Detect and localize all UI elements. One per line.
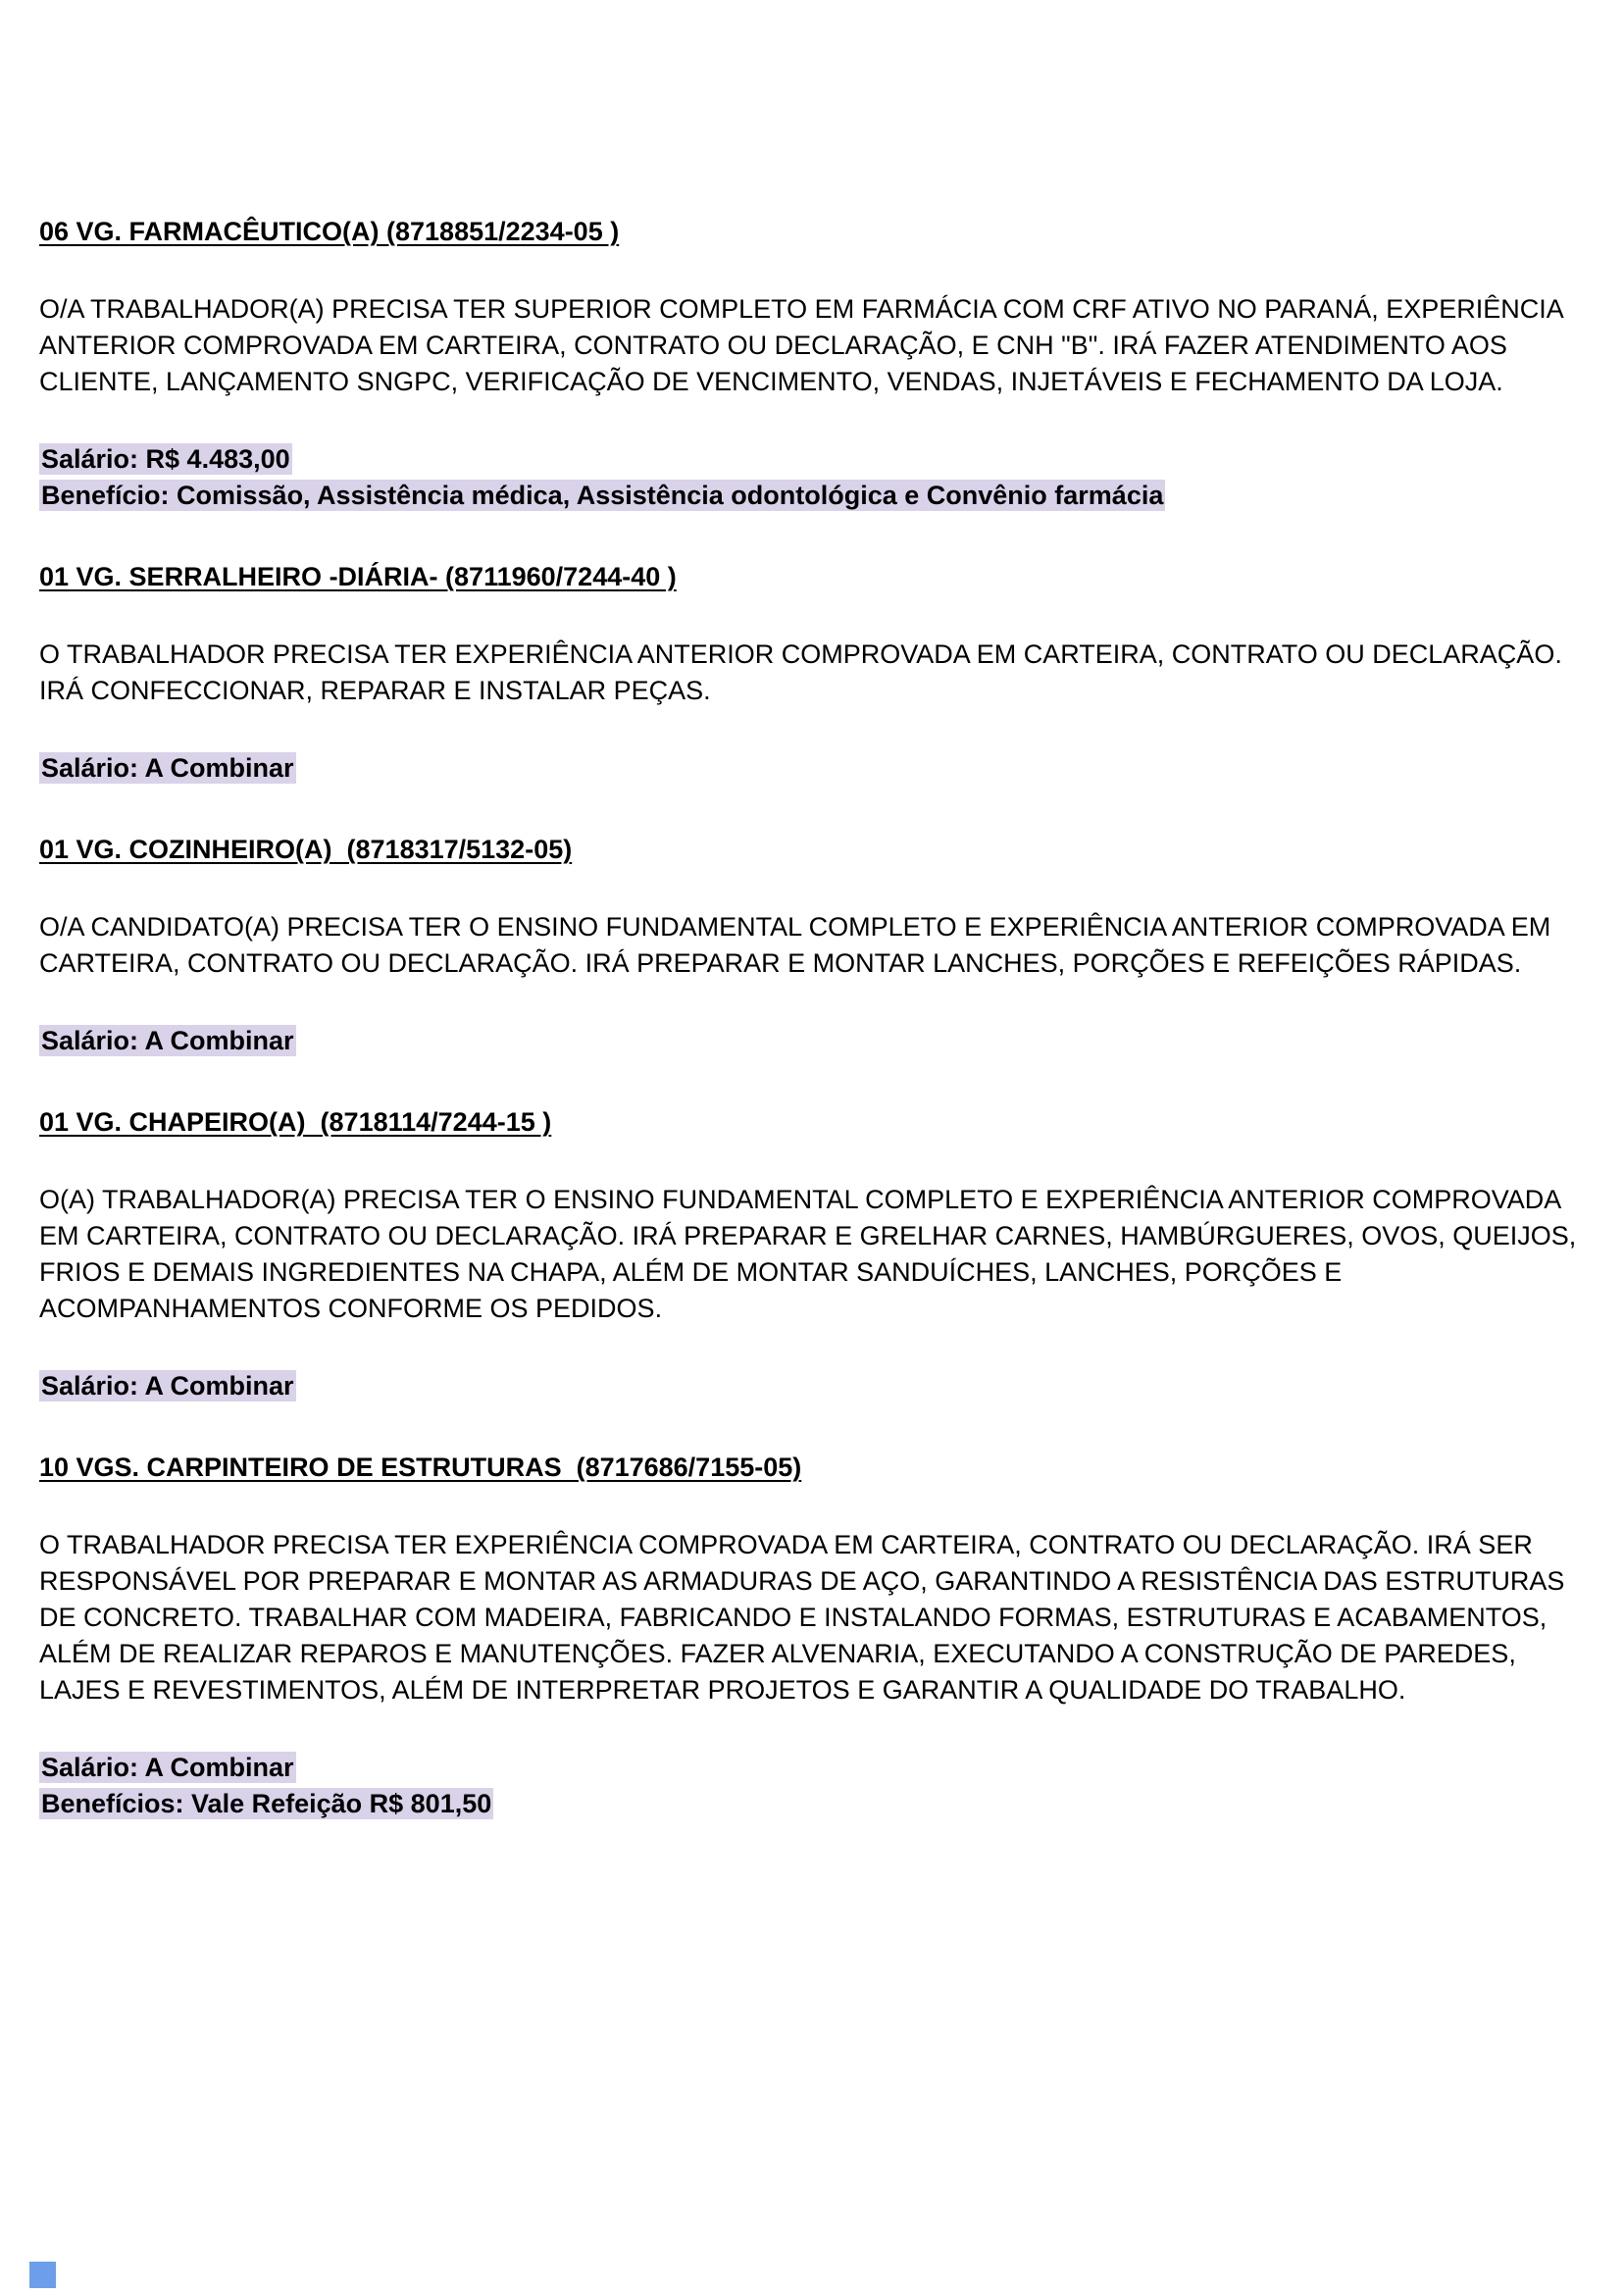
- job-description: O/A TRABALHADOR(A) PRECISA TER SUPERIOR COMPLETO EM FARMÁCIA COM CRF ATIVO NO PARANÁ, EXPERIÊNCIA ANTERIOR COMPROVADA EM CARTEIRA, CONTRATO OU DECLARAÇÃO, E CNH "B". IRÁ FAZER ATENDIMENTO AOS CLIENTE, LANÇAMENTO SNGPC, VERIFICAÇÃO DE VENCIMENTO, VENDAS, INJETÁVEIS E FECHAMENTO DA LOJA.: [39, 294, 1569, 396]
- blue-square-marker: [29, 2262, 56, 2288]
- job-description: O TRABALHADOR PRECISA TER EXPERIÊNCIA ANTERIOR COMPROVADA EM CARTEIRA, CONTRATO OU DECLARAÇÃO. IRÁ CONFECCIONAR, REPARAR E INSTALAR PEÇAS.: [39, 639, 1570, 705]
- job-description: O TRABALHADOR PRECISA TER EXPERIÊNCIA COMPROVADA EM CARTEIRA, CONTRATO OU DECLARAÇÃO. IRÁ SER RESPONSÁVEL POR PREPARAR E MONTAR AS ARMADURAS DE AÇO, GARANTINDO A RESISTÊNCIA DAS ESTRUTURAS DE CONCRETO. TRABALHAR COM MADEIRA, FABRICANDO E INSTALANDO FORMAS, ESTRUTURAS E ACABAMENTOS, ALÉM DE REALIZAR REPAROS E MANUTENÇÕES. FAZER ALVENARIA, EXECUTANDO A CONSTRUÇÃO DE PAREDES, LAJES E REVESTIMENTOS, ALÉM DE INTERPRETAR PROJETOS E GARANTIR A QUALIDADE DO TRABALHO.: [39, 1530, 1572, 1705]
- salary-line: [39, 441, 1577, 478]
- salary-benefit-group: [39, 750, 1577, 787]
- salary-line: [39, 1368, 1577, 1404]
- salary-line: [39, 750, 1577, 787]
- job-section-cozinheiro: [39, 832, 1577, 1059]
- job-title: 01 VG. CHAPEIRO(A) (8718114/7244-15 ): [39, 1107, 552, 1137]
- job-section-carpinteiro: [39, 1450, 1577, 1822]
- salary-benefit-group: [39, 1368, 1577, 1404]
- job-title: 01 VG. COZINHEIRO(A) (8718317/5132-05): [39, 835, 573, 864]
- benefit-line: [39, 1786, 1577, 1822]
- benefit-line: [39, 478, 1577, 514]
- salary-text: Salário: A Combinar: [41, 1026, 294, 1055]
- job-section-serralheiro: [39, 559, 1577, 787]
- salary-benefit-group: [39, 1023, 1577, 1059]
- job-description: O(A) TRABALHADOR(A) PRECISA TER O ENSINO FUNDAMENTAL COMPLETO E EXPERIÊNCIA ANTERIOR COMPROVADA EM CARTEIRA, CONTRATO OU DECLARAÇÃO. IRÁ PREPARAR E GRELHAR CARNES, HAMBÚRGUERES, OVOS, QUEIJOS, FRIOS E DEMAIS INGREDIENTES NA CHAPA, ALÉM DE MONTAR SANDUÍCHES, LANCHES, PORÇÕES E ACOMPANHAMENTOS CONFORME OS PEDIDOS.: [39, 1185, 1584, 1323]
- salary-text: Salário: R$ 4.483,00: [41, 444, 290, 474]
- job-title: 06 VG. FARMACÊUTICO(A) (8718851/2234-05 ): [39, 217, 620, 246]
- job-title: 01 VG. SERRALHEIRO -DIÁRIA- (8711960/7244-40 ): [39, 562, 677, 591]
- salary-text: Salário: A Combinar: [41, 1371, 294, 1401]
- benefit-text: Benefício: Comissão, Assistência médica, Assistência odontológica e Convênio farmácia: [41, 481, 1164, 510]
- job-title: 10 VGS. CARPINTEIRO DE ESTRUTURAS (8717686/7155-05): [39, 1453, 802, 1482]
- benefit-text: Benefícios: Vale Refeição R$ 801,50: [41, 1789, 492, 1818]
- salary-text: Salário: A Combinar: [41, 1753, 294, 1782]
- salary-line: [39, 1023, 1577, 1059]
- salary-benefit-group: [39, 1750, 1577, 1822]
- job-section-farmaceutico: [39, 214, 1577, 514]
- job-section-chapeiro: [39, 1104, 1584, 1404]
- salary-line: [39, 1750, 1577, 1786]
- salary-text: Salário: A Combinar: [41, 753, 294, 783]
- job-description: O/A CANDIDATO(A) PRECISA TER O ENSINO FUNDAMENTAL COMPLETO E EXPERIÊNCIA ANTERIOR COMPROVADA EM CARTEIRA, CONTRATO OU DECLARAÇÃO. IRÁ PREPARAR E MONTAR LANCHES, PORÇÕES E REFEIÇÕES RÁPIDAS.: [39, 912, 1558, 978]
- salary-benefit-group: [39, 441, 1577, 514]
